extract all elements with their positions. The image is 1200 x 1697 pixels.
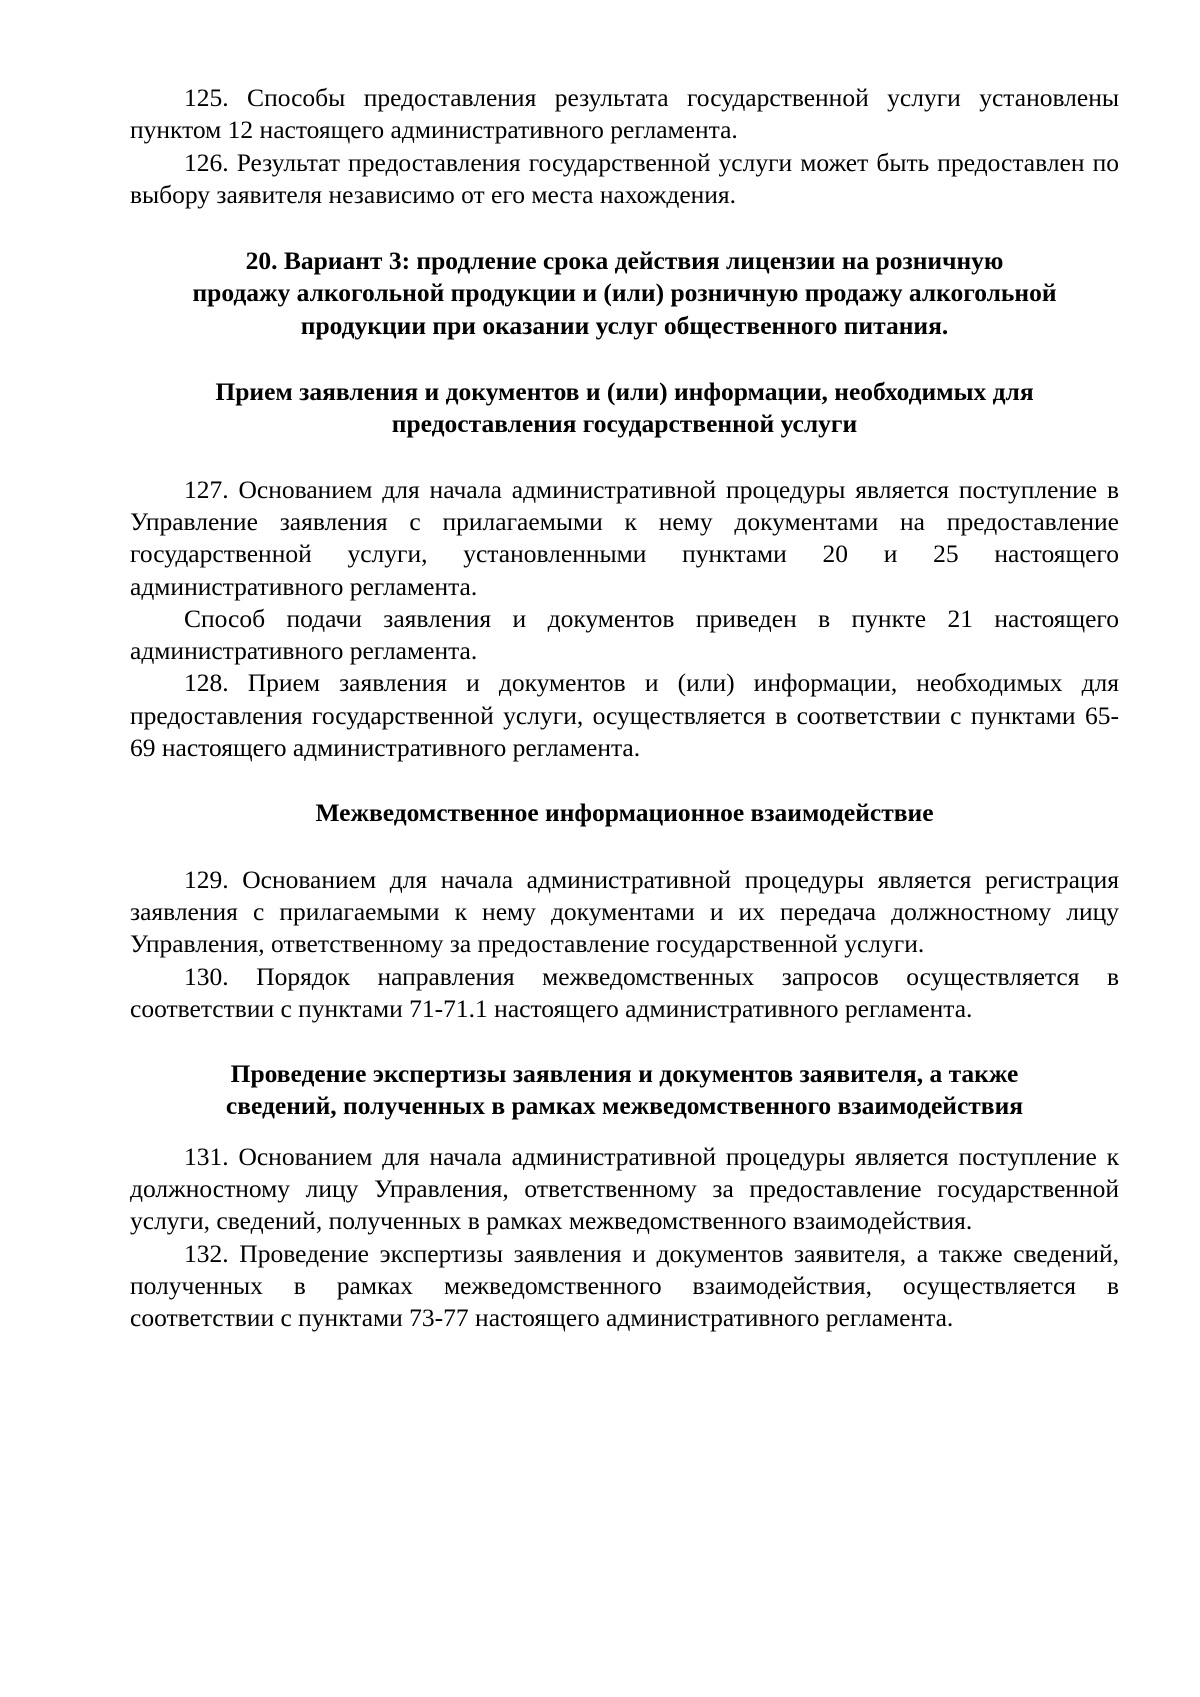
- spacer: [130, 764, 1119, 797]
- interagency-heading: [130, 797, 1119, 829]
- document-page: [130, 82, 1119, 1335]
- spacer: [130, 342, 1119, 376]
- heading-line: Межведомственное информационное взаимодействие: [315, 798, 934, 828]
- heading-line: продажу алкогольной продукции и (или) розничную продажу алкогольной: [192, 278, 1057, 308]
- section-20-heading: [130, 245, 1119, 342]
- heading-line: Прием заявления и документов и (или) информации, необходимых для: [215, 377, 1034, 407]
- paragraph-127: 127. Основанием для начала административной процедуры является поступление в Управление заявления с прилагаемыми к нему документами на предоставление государственной услуги, установленными пунктами 20 и 25 настоящего административного регламента.: [130, 474, 1119, 601]
- spacer: [130, 1025, 1119, 1058]
- spacer: [130, 830, 1119, 864]
- paragraph-125: 125. Способы предоставления результата государственной услуги установлены пунктом 12 настоящего административного регламента.: [130, 83, 1119, 145]
- paragraph-127-submission: Способ подачи заявления и документов приведен в пункте 21 настоящего административного регламента.: [130, 603, 1119, 666]
- expertise-heading: [130, 1058, 1119, 1123]
- paragraph-129: 129. Основанием для начала административной процедуры является регистрация заявления с прилагаемыми к нему документами и их передача должностному лицу Управления, ответственному за предоставление государственной услуги.: [130, 864, 1119, 959]
- reception-heading: [130, 376, 1119, 441]
- paragraph-132: 132. Проведение экспертизы заявления и документов заявителя, а также сведений, полученных в рамках межведомственного взаимодействия, осуществляется в соответствии с пунктами 73-77 настоящего административного регламента.: [130, 1238, 1119, 1333]
- paragraph-131: 131. Основанием для начала административной процедуры является поступление к должностному лицу Управления, ответственному за предоставление государственной услуги, сведений, полученных в рамках межведомственного взаимодействия.: [130, 1141, 1119, 1236]
- spacer: [130, 211, 1119, 245]
- paragraph-126: 126. Результат предоставления государственной услуги может быть предоставлен по выбору заявителя независимо от его места нахождения.: [130, 147, 1119, 209]
- spacer: [130, 441, 1119, 474]
- paragraph-128: 128. Прием заявления и документов и (или) информации, необходимых для предоставления государственной услуги, осуществляется в соответствии с пунктами 65-69 настоящего административного регламента.: [130, 668, 1119, 763]
- spacer: [130, 1123, 1119, 1141]
- heading-line: 20. Вариант 3: продление срока действия лицензии на розничную: [245, 246, 1004, 276]
- paragraph-130: 130. Порядок направления межведомственных запросов осуществляется в соответствии с пунктами 71-71.1 настоящего административного регламента.: [130, 961, 1119, 1023]
- heading-line: продукции при оказании услуг общественного питания.: [300, 310, 949, 340]
- heading-line: Проведение экспертизы заявления и документов заявителя, а также: [230, 1059, 1019, 1089]
- heading-line: предоставления государственной услуги: [391, 409, 858, 439]
- heading-line: сведений, полученных в рамках межведомственного взаимодействия: [225, 1091, 1024, 1121]
